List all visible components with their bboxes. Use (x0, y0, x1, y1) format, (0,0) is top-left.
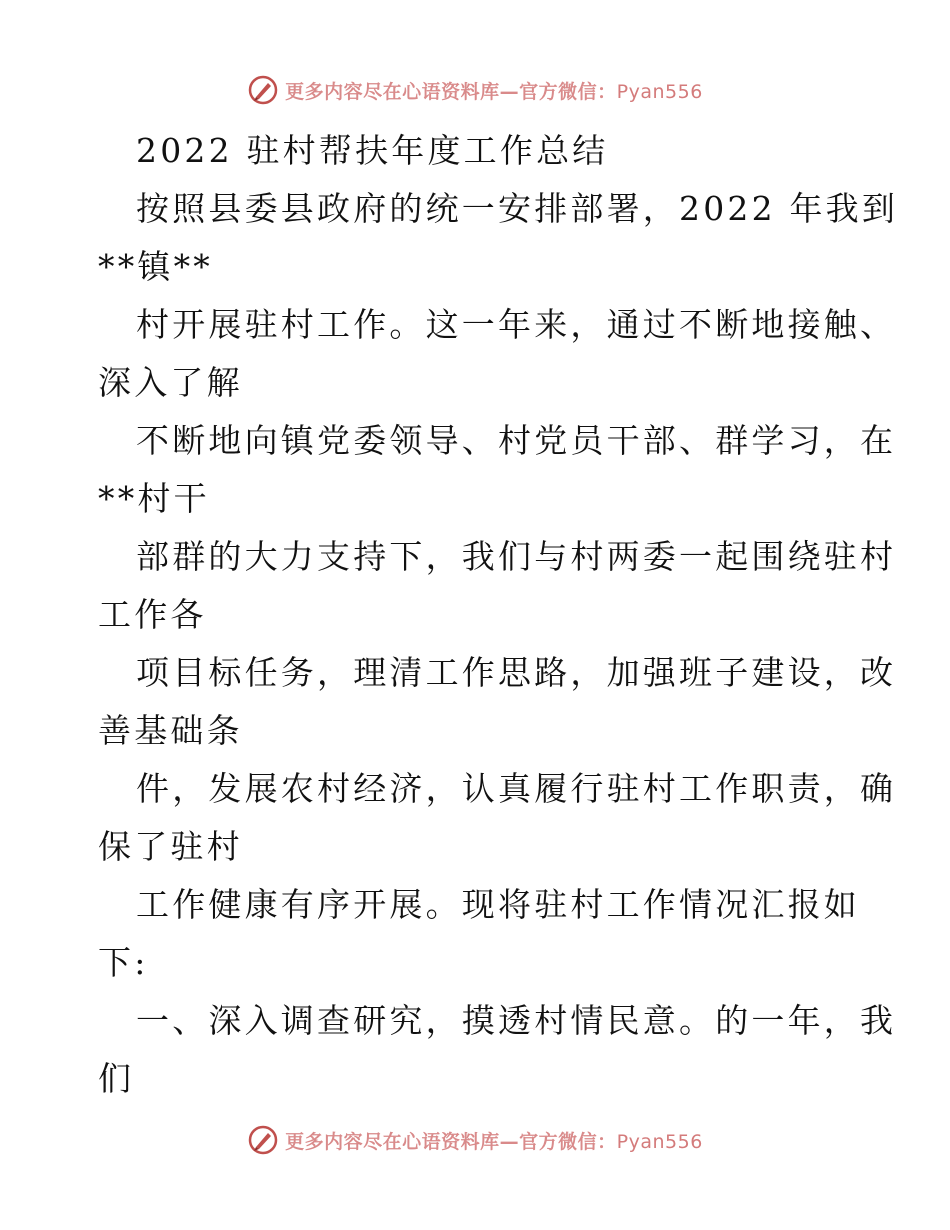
watermark-banner-top (0, 70, 950, 110)
text-line: 件，发展农村经济，认真履行驻村工作职责，确 (136, 769, 897, 808)
text-line: 一、深入调查研究，摸透村情民意。的一年，我 (136, 1001, 897, 1040)
text-line: 下: (98, 943, 149, 982)
text-line: 保了驻村 (98, 827, 243, 866)
text-line: 项目标任务，理清工作思路，加强班子建设，改 (136, 653, 897, 692)
text-line: 部群的大力支持下，我们与村两委一起围绕驻村 (136, 537, 897, 576)
text-line: **镇** (98, 247, 213, 286)
text-line: 按照县委县政府的统一安排部署，2022 年我到 (136, 189, 899, 228)
watermark-text: 更多内容尽在心语资料库—官方微信：Pyan556 (285, 80, 703, 103)
watermark-banner-bottom (0, 1120, 950, 1160)
text-line: 不断地向镇党委领导、村党员干部、群学习，在 (136, 421, 897, 460)
pen-logo-icon (247, 1124, 279, 1156)
text-line: 村开展驻村工作。这一年来，通过不断地接触、 (136, 305, 897, 344)
text-line: 工作健康有序开展。现将驻村工作情况汇报如 (136, 885, 860, 924)
document-title: 2022 驻村帮扶年度工作总结 (136, 131, 609, 170)
watermark-text: 更多内容尽在心语资料库—官方微信：Pyan556 (285, 1130, 703, 1153)
text-line: 善基础条 (98, 711, 243, 750)
pen-logo-icon (247, 74, 279, 106)
text-line: 深入了解 (98, 363, 243, 402)
text-line: **村干 (98, 479, 210, 518)
text-line: 工作各 (98, 595, 207, 634)
text-line: 们 (98, 1059, 135, 1098)
document-body (98, 122, 899, 1108)
